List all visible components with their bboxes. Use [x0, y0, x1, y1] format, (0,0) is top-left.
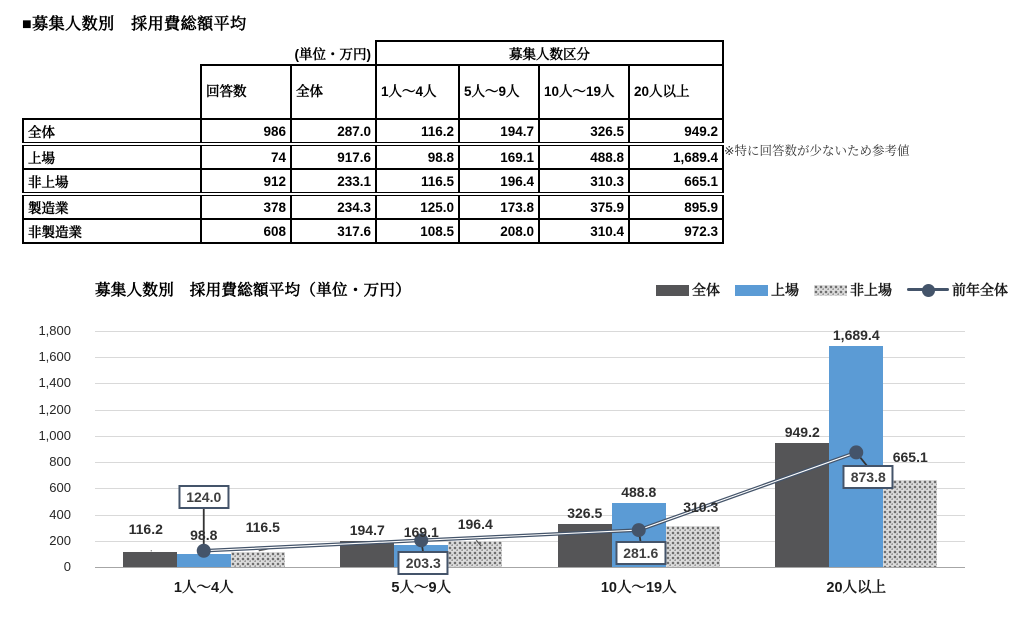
legend-label: 前年全体: [952, 282, 1008, 298]
legend-bar-swatch: [656, 285, 689, 296]
legend-item: [656, 280, 720, 300]
y-axis-tick: 200: [49, 532, 71, 548]
bar-data-label: 665.1: [892, 448, 928, 465]
table-cell: 287.0: [291, 119, 376, 144]
legend-label: 非上場: [850, 282, 892, 298]
bar-data-label: 326.5: [567, 505, 603, 522]
table-cell: 208.0: [459, 219, 539, 243]
col-header-overall: 全体: [291, 65, 376, 119]
x-axis-label: 5人～9人: [391, 580, 452, 596]
bar-data-label: 949.2: [784, 423, 820, 440]
row-label: 製造業: [23, 194, 201, 219]
chart-title: 募集人数別 採用費総額平均（単位・万円）: [95, 282, 412, 299]
reference-note: ※特に回答数が少ないため参考値: [724, 144, 910, 158]
table-row-4: [23, 194, 723, 219]
y-axis-tick: 1,400: [38, 375, 71, 391]
col-header-10-19: 10人～19人: [539, 65, 629, 119]
x-axis: [95, 576, 965, 598]
table-cell: 317.6: [291, 219, 376, 243]
table-cell: 986: [201, 119, 291, 144]
y-axis-tick: 0: [63, 559, 71, 574]
y-axis-tick: 800: [49, 454, 71, 470]
table-cell: 310.3: [539, 169, 629, 194]
legend-label: 全体: [692, 282, 720, 298]
plot-area: [95, 326, 965, 572]
table-cell: 74: [201, 144, 291, 169]
legend-item: [814, 280, 892, 300]
summary-table: [22, 40, 724, 244]
x-axis-label: 1人～4人: [173, 580, 234, 596]
table-cell: 375.9: [539, 194, 629, 219]
table-cell: 895.9: [629, 194, 723, 219]
legend-label: 上場: [771, 282, 799, 298]
row-label: 非上場: [23, 169, 201, 194]
legend-item: [907, 280, 1008, 300]
table-row-1: [23, 119, 723, 144]
col-header-responses: 回答数: [201, 65, 291, 119]
bar-data-label: 98.8: [190, 527, 218, 544]
table-cell: 310.4: [539, 219, 629, 243]
line-series-layer: [95, 331, 965, 567]
group-header: 募集人数区分: [376, 41, 723, 65]
spacer-cell: [23, 65, 201, 119]
row-label: 全体: [23, 119, 201, 144]
col-header-5-9: 5人～9人: [459, 65, 539, 119]
table-cell: 194.7: [459, 119, 539, 144]
table-cell: 1,689.4: [629, 144, 723, 169]
table-cell: 234.3: [291, 194, 376, 219]
bar-data-label: 1,689.4: [832, 326, 880, 343]
table-cell: 116.5: [376, 169, 459, 194]
y-axis-tick: 400: [49, 506, 71, 522]
line-data-label: 203.3: [398, 551, 449, 575]
table-cell: 98.8: [376, 144, 459, 169]
table-cell: 173.8: [459, 194, 539, 219]
line-data-label: 873.8: [843, 465, 894, 489]
legend-bar-swatch: [735, 285, 768, 296]
y-axis-tick: 1,600: [38, 349, 71, 365]
row-label: 非製造業: [23, 219, 201, 243]
bar-data-label: 310.3: [683, 499, 719, 516]
unit-label: (単位・万円): [294, 47, 371, 62]
bar-data-label: 116.5: [245, 518, 280, 535]
table-cell: 949.2: [629, 119, 723, 144]
legend-item: [735, 280, 799, 300]
table-cell: 608: [201, 219, 291, 243]
bar-data-label: 116.2: [128, 520, 163, 537]
table-cell: 326.5: [539, 119, 629, 144]
line-data-label: 281.6: [615, 541, 666, 565]
table-cell: 196.4: [459, 169, 539, 194]
page-title: ■募集人数別 採用費総額平均: [22, 16, 247, 33]
header-row: [23, 65, 723, 119]
unit-row: [23, 41, 723, 65]
table-cell: 665.1: [629, 169, 723, 194]
table-cell: 108.5: [376, 219, 459, 243]
table-row-3: [23, 169, 723, 194]
col-header-1-4: 1人～4人: [376, 65, 459, 119]
table-cell: 116.2: [376, 119, 459, 144]
col-header-20plus: 20人以上: [629, 65, 723, 119]
table-cell: 378: [201, 194, 291, 219]
y-axis-tick: 1,000: [38, 427, 71, 443]
bar-data-label: 196.4: [457, 516, 493, 533]
table-row-2: [23, 144, 723, 169]
bar-data-label: 194.7: [349, 522, 385, 539]
table-cell: 917.6: [291, 144, 376, 169]
legend-pattern-swatch: [814, 285, 847, 296]
y-axis-tick: 600: [49, 480, 71, 496]
x-axis-label: 10人～19人: [600, 580, 677, 596]
chart: [0, 270, 1024, 620]
table-cell: 233.1: [291, 169, 376, 194]
line-data-label: 124.0: [178, 485, 229, 509]
gridline: [95, 567, 965, 568]
spacer-cell: [23, 41, 201, 65]
bar-data-label: 488.8: [621, 483, 657, 500]
legend-line-swatch: [907, 283, 949, 297]
table-cell: 488.8: [539, 144, 629, 169]
table-cell: 972.3: [629, 219, 723, 243]
y-axis-tick: 1,800: [38, 323, 71, 338]
chart-legend: [656, 280, 1008, 300]
table-cell: 912: [201, 169, 291, 194]
row-label: 上場: [23, 144, 201, 169]
x-axis-label: 20人以上: [826, 580, 887, 596]
bar-data-label: 169.1: [403, 523, 439, 540]
table-row-5: [23, 219, 723, 243]
table-cell: 125.0: [376, 194, 459, 219]
table-cell: 169.1: [459, 144, 539, 169]
y-axis-tick: 1,200: [38, 401, 71, 417]
